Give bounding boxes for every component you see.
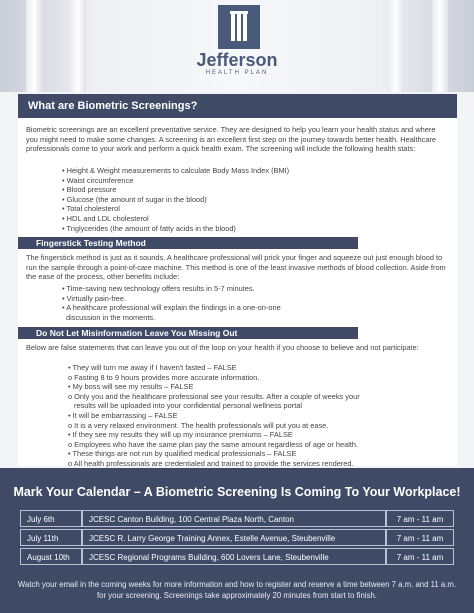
list-item: • If they see my results they will up my insurance premiums – FALSE [68, 430, 293, 440]
jefferson-logo-icon [218, 5, 260, 49]
schedule-date: August 10th [20, 548, 82, 565]
schedule-row [20, 510, 454, 527]
list-item: • Waist circumference [62, 175, 134, 185]
list-item: • It will be embarrassing – FALSE [68, 410, 178, 420]
schedule-location: JCESC Regional Programs Building, 600 Lovers Lane, Steubenville [82, 548, 386, 565]
schedule-date: July 11th [20, 529, 82, 546]
schedule-row [20, 548, 454, 565]
info-card [18, 94, 457, 466]
list-item: o All health professionals are credentialed and trained to provide the services rendered. [68, 458, 354, 468]
schedule-time: 7 am - 11 am [386, 529, 454, 546]
column-decoration [432, 0, 448, 92]
calendar-heading: Mark Your Calendar – A Biometric Screening Is Coming To Your Workplace! [13, 485, 461, 499]
list-item: • Triglycerides (the amount of fatty acids in the blood) [62, 223, 236, 233]
list-item: • They will turn me away if I haven't fasted – FALSE [68, 363, 237, 372]
list-item: • HDL and LDL cholesterol [62, 213, 149, 223]
list-item: o It is a very relaxed environment. The health professionals will put you at ease. [68, 420, 329, 430]
schedule-row [20, 529, 454, 546]
section-title-biometric: What are Biometric Screenings? [18, 94, 457, 118]
list-item: • A healthcare professional will explain the findings in a one-on-one [62, 303, 281, 313]
section-intro-biometric: Biometric screenings are an excellent preventative service. They are designed to help you learn your health status and where you might need to make some changes. A screening is an excellent first step on the journey towards better health. Healthcare professionals come to your work and perform a quick health exam. The screening will include the following health stats: [26, 125, 437, 153]
schedule-time: 7 am - 11 am [386, 510, 454, 527]
list-item: • Blood pressure [62, 185, 117, 195]
health-stats-list [62, 166, 289, 233]
schedule-location: JCESC R. Larry George Training Annex, Estelle Avenue, Steubenville [82, 529, 386, 546]
brand-name: Jefferson [196, 50, 278, 70]
section-intro-misinformation: Below are false statements that can leave you out of the loop on your health if you choose to believe and not participate: [26, 343, 419, 352]
list-item: o Only you and the healthcare professional see your results. After a couple of weeks your [68, 391, 360, 401]
column-decoration [26, 0, 42, 92]
calendar-footer-note: Watch your email in the coming weeks for more information and how to register and reserve a time between 7 a.m. and 11 a.m. for your screening. Screenings take approximately 20 minutes from start to finish. [17, 580, 457, 600]
list-item: discussion in the moments. [66, 312, 156, 322]
header-banner [0, 0, 474, 92]
list-item: • Height & Weight measurements to calculate Body Mass Index (BMI) [62, 166, 290, 175]
section-title-misinformation: Do Not Let Misinformation Leave You Missing Out [18, 327, 358, 339]
list-item: • Time-saving new technology offers results in 5-7 minutes. [62, 284, 255, 293]
list-item: results will be uploaded into your confidential personal wellness portal [74, 401, 303, 411]
schedule-date: July 6th [20, 510, 82, 527]
schedule-location: JCESC Canton Building, 100 Central Plaza North, Canton [82, 510, 386, 527]
list-item: • Glucose (the amount of sugar in the blood) [62, 194, 207, 204]
section-title-fingerstick: Fingerstick Testing Method [18, 237, 358, 249]
brand-tagline: HEALTH PLAN [205, 70, 269, 76]
section-intro-fingerstick: The fingerstick method is just as it sounds. A healthcare professional will prick your finger and squeeze out just enough blood to run the sample through a point-of-care machine. This method is one of the least invasive methods of blood collection. Aside from the ease of the process, other benefits include: [26, 253, 446, 281]
list-item: o Employees who have the same plan pay the same amount regardless of age or health. [68, 439, 359, 449]
calendar-section [0, 468, 474, 613]
list-item: • Total cholesterol [62, 204, 120, 214]
content-area [0, 92, 474, 468]
list-item: • These things are not run by qualified medical professionals – FALSE [68, 449, 297, 459]
schedule-time: 7 am - 11 am [386, 548, 454, 565]
list-item: • My boss will see my results – FALSE [68, 382, 194, 392]
column-decoration [70, 0, 86, 92]
benefits-list [62, 284, 281, 322]
false-statements-list [68, 363, 360, 469]
list-item: o Fasting 8 to 9 hours provides more accurate information. [68, 372, 260, 382]
list-item: • Virtually pain-free. [62, 293, 127, 303]
column-decoration [388, 0, 404, 92]
